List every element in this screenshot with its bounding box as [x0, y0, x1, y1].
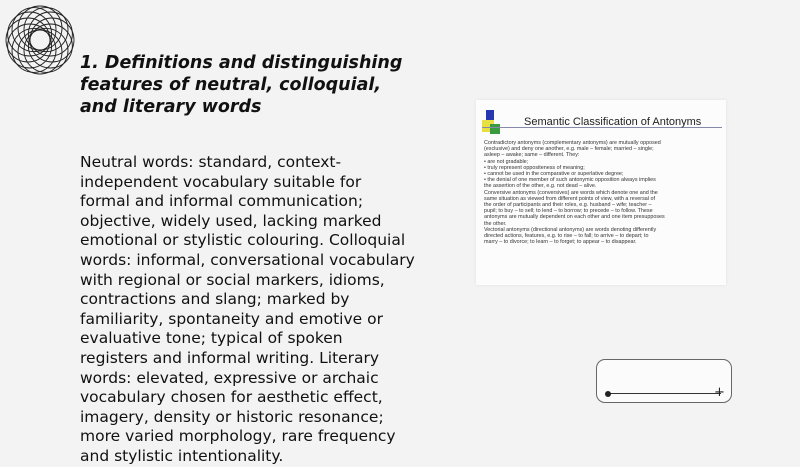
- media-control-widget[interactable]: [596, 359, 732, 403]
- thumbnail-line: Vectorial antonyms (directional antonyms) are words denoting differently: [484, 226, 657, 233]
- thumbnail-line: marry – to divorce; to learn – to forget; to appear – to disappear.: [484, 239, 637, 246]
- thumbnail-line: • truly represent oppositeness of meaning;: [484, 164, 585, 171]
- thumbnail-line: pupil; to buy – to sell; to lend – to borrow; to precede – to follow. These: [484, 208, 653, 215]
- record-dot-icon[interactable]: [605, 391, 611, 397]
- antonyms-slide-thumbnail: [476, 100, 726, 285]
- slide-title: 1. Definitions and distinguishing features of neutral, colloquial, and literary words: [80, 53, 403, 117]
- thumbnail-line: antonyms are mutually dependent on each other and one item presupposes: [484, 214, 665, 221]
- spirograph-ornament-icon: [4, 4, 76, 76]
- thumbnail-green-square: [490, 124, 500, 134]
- thumbnail-line: • the denial of one member of such antonymic opposition always implies: [484, 177, 656, 184]
- thumbnail-text: [484, 140, 720, 245]
- thumbnail-line: the order of participants and their roles, e.g. husband – wife; teacher –: [484, 202, 652, 209]
- thumbnail-line: Contradictory antonyms (complementary antonyms) are mutually opposed: [484, 140, 661, 146]
- slide-body-text: Neutral words: standard, context-independent vocabulary suitable for formal and informal communication; objective, widely used, lacking marked emotional or stylistic colouring. Colloquial words: informal, conversational vocabulary with regional or social markers, idioms, contractions and slang; marked by familiarity, spontaneity and emotive or evaluative tone; typical of spoken registers and informal writing. Literary words: elevated, expressive or archaic vocabulary chosen for aesthetic effect, imagery, density or historic resonance; more varied morphology, rare frequency and stylistic intentionality.: [80, 153, 415, 465]
- plus-icon[interactable]: +: [714, 385, 725, 400]
- media-progress-track[interactable]: [609, 393, 721, 394]
- thumbnail-line: • are not gradable;: [484, 158, 529, 165]
- thumbnail-line: directed actions, features, e.g. to rise – to fall; to arrive – to depart; to: [484, 233, 649, 240]
- thumbnail-line: (exclusive) and deny one another, e.g. male – female; married – single;: [484, 146, 654, 153]
- thumbnail-title: Semantic Classification of Antonyms: [524, 116, 702, 128]
- thumbnail-line: the assertion of the other, e.g. not dead – alive.: [484, 183, 597, 190]
- thumbnail-line: same situation as viewed from different points of view, with a reversal of: [484, 195, 655, 202]
- thumbnail-line: • cannot be used in the comparative or superlative degree;: [484, 171, 624, 178]
- thumbnail-line: Conversive antonyms (conversives) are words which denote one and the: [484, 189, 658, 196]
- thumbnail-line: asleep – awake; same – different. They:: [484, 152, 580, 159]
- thumbnail-line: the other.: [484, 220, 507, 227]
